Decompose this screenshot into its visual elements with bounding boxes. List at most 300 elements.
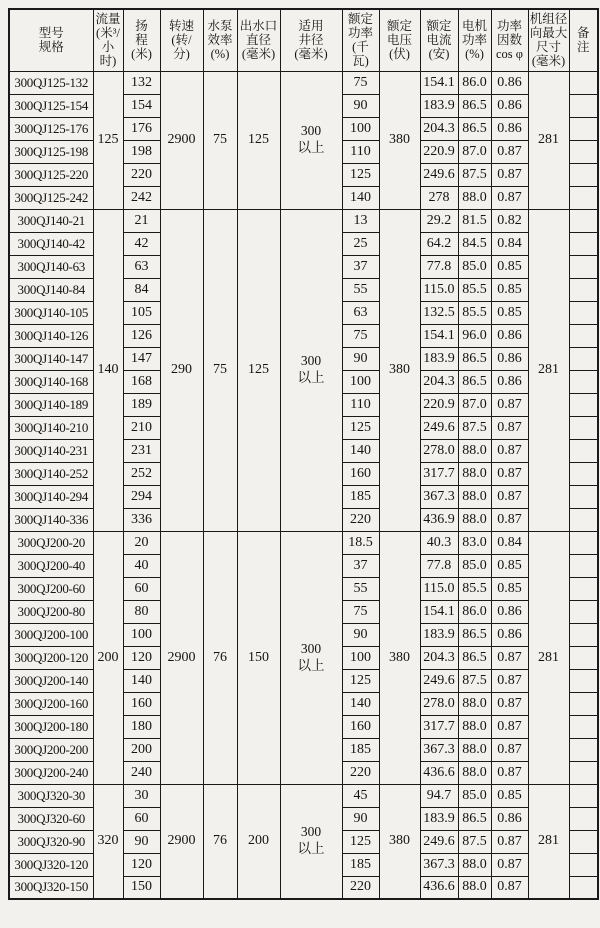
cell-rated-power: 63 bbox=[342, 301, 379, 324]
cell-model: 300QJ125-242 bbox=[9, 186, 93, 209]
cell-model: 300QJ140-105 bbox=[9, 301, 93, 324]
cell-rated-current: 204.3 bbox=[420, 370, 458, 393]
cell-rated-current: 436.6 bbox=[420, 761, 458, 784]
cell-flow: 200 bbox=[93, 531, 123, 784]
cell-rated-power: 18.5 bbox=[342, 531, 379, 554]
cell-rated-power: 90 bbox=[342, 807, 379, 830]
cell-model: 300QJ200-20 bbox=[9, 531, 93, 554]
cell-remark bbox=[569, 715, 598, 738]
col-header-max_dim: 机组径 向最大 尺寸 (毫米) bbox=[528, 9, 569, 71]
cell-remark bbox=[569, 623, 598, 646]
cell-model: 300QJ320-90 bbox=[9, 830, 93, 853]
cell-model: 300QJ140-126 bbox=[9, 324, 93, 347]
cell-power-factor: 0.87 bbox=[491, 761, 528, 784]
table-body bbox=[9, 71, 598, 899]
cell-power-factor: 0.87 bbox=[491, 439, 528, 462]
cell-remark bbox=[569, 370, 598, 393]
cell-rated-current: 183.9 bbox=[420, 807, 458, 830]
cell-model: 300QJ200-80 bbox=[9, 600, 93, 623]
col-header-remark: 备 注 bbox=[569, 9, 598, 71]
cell-remark bbox=[569, 324, 598, 347]
cell-power-factor: 0.87 bbox=[491, 462, 528, 485]
cell-motor-eff: 86.5 bbox=[458, 347, 491, 370]
cell-well-diameter: 300 以上 bbox=[280, 531, 342, 784]
cell-model: 300QJ125-176 bbox=[9, 117, 93, 140]
cell-power-factor: 0.86 bbox=[491, 117, 528, 140]
cell-head: 154 bbox=[123, 94, 160, 117]
cell-power-factor: 0.87 bbox=[491, 416, 528, 439]
cell-power-factor: 0.86 bbox=[491, 623, 528, 646]
cell-rated-current: 204.3 bbox=[420, 646, 458, 669]
cell-power-factor: 0.87 bbox=[491, 646, 528, 669]
cell-remark bbox=[569, 669, 598, 692]
cell-motor-eff: 84.5 bbox=[458, 232, 491, 255]
cell-rated-power: 25 bbox=[342, 232, 379, 255]
cell-rated-current: 154.1 bbox=[420, 600, 458, 623]
cell-rated-current: 132.5 bbox=[420, 301, 458, 324]
cell-motor-eff: 85.5 bbox=[458, 577, 491, 600]
cell-speed: 2900 bbox=[160, 784, 203, 899]
cell-motor-eff: 96.0 bbox=[458, 324, 491, 347]
cell-power-factor: 0.87 bbox=[491, 485, 528, 508]
cell-power-factor: 0.87 bbox=[491, 715, 528, 738]
cell-motor-eff: 88.0 bbox=[458, 853, 491, 876]
cell-head: 63 bbox=[123, 255, 160, 278]
cell-rated-current: 77.8 bbox=[420, 554, 458, 577]
cell-power-factor: 0.84 bbox=[491, 531, 528, 554]
cell-model: 300QJ140-147 bbox=[9, 347, 93, 370]
cell-flow: 140 bbox=[93, 209, 123, 531]
cell-head: 252 bbox=[123, 462, 160, 485]
cell-remark bbox=[569, 393, 598, 416]
cell-rated-current: 249.6 bbox=[420, 416, 458, 439]
cell-motor-eff: 88.0 bbox=[458, 738, 491, 761]
cell-motor-eff: 88.0 bbox=[458, 186, 491, 209]
cell-power-factor: 0.82 bbox=[491, 209, 528, 232]
cell-head: 189 bbox=[123, 393, 160, 416]
cell-outlet-diameter: 125 bbox=[237, 71, 280, 209]
cell-rated-current: 183.9 bbox=[420, 94, 458, 117]
cell-speed: 290 bbox=[160, 209, 203, 531]
cell-power-factor: 0.85 bbox=[491, 784, 528, 807]
cell-power-factor: 0.85 bbox=[491, 255, 528, 278]
cell-rated-power: 100 bbox=[342, 117, 379, 140]
cell-head: 126 bbox=[123, 324, 160, 347]
cell-power-factor: 0.85 bbox=[491, 278, 528, 301]
cell-pump-eff: 75 bbox=[203, 209, 237, 531]
cell-power-factor: 0.85 bbox=[491, 554, 528, 577]
cell-rated-current: 317.7 bbox=[420, 715, 458, 738]
cell-model: 300QJ140-63 bbox=[9, 255, 93, 278]
cell-remark bbox=[569, 439, 598, 462]
cell-power-factor: 0.87 bbox=[491, 669, 528, 692]
cell-remark bbox=[569, 531, 598, 554]
cell-power-factor: 0.85 bbox=[491, 301, 528, 324]
cell-rated-current: 220.9 bbox=[420, 393, 458, 416]
cell-rated-power: 55 bbox=[342, 577, 379, 600]
cell-motor-eff: 81.5 bbox=[458, 209, 491, 232]
cell-motor-eff: 85.0 bbox=[458, 255, 491, 278]
cell-max-radial-dim: 281 bbox=[528, 71, 569, 209]
cell-power-factor: 0.87 bbox=[491, 140, 528, 163]
cell-model: 300QJ200-240 bbox=[9, 761, 93, 784]
cell-rated-power: 185 bbox=[342, 485, 379, 508]
cell-power-factor: 0.85 bbox=[491, 577, 528, 600]
cell-rated-power: 125 bbox=[342, 416, 379, 439]
cell-remark bbox=[569, 485, 598, 508]
cell-power-factor: 0.87 bbox=[491, 186, 528, 209]
cell-motor-eff: 88.0 bbox=[458, 876, 491, 899]
cell-head: 140 bbox=[123, 669, 160, 692]
col-header-cos: 功率 因数 cos φ bbox=[491, 9, 528, 71]
cell-head: 30 bbox=[123, 784, 160, 807]
cell-motor-eff: 87.0 bbox=[458, 140, 491, 163]
cell-model: 300QJ200-100 bbox=[9, 623, 93, 646]
cell-motor-eff: 88.0 bbox=[458, 462, 491, 485]
cell-remark bbox=[569, 600, 598, 623]
cell-head: 60 bbox=[123, 577, 160, 600]
cell-remark bbox=[569, 416, 598, 439]
cell-motor-eff: 88.0 bbox=[458, 761, 491, 784]
cell-rated-power: 220 bbox=[342, 876, 379, 899]
cell-power-factor: 0.84 bbox=[491, 232, 528, 255]
col-header-motor_eff: 电机 功率 (%) bbox=[458, 9, 491, 71]
cell-rated-current: 77.8 bbox=[420, 255, 458, 278]
cell-rated-current: 249.6 bbox=[420, 830, 458, 853]
cell-head: 84 bbox=[123, 278, 160, 301]
cell-rated-power: 140 bbox=[342, 439, 379, 462]
cell-rated-current: 367.3 bbox=[420, 485, 458, 508]
cell-pump-eff: 76 bbox=[203, 784, 237, 899]
cell-model: 300QJ140-231 bbox=[9, 439, 93, 462]
cell-rated-power: 160 bbox=[342, 715, 379, 738]
cell-model: 300QJ320-30 bbox=[9, 784, 93, 807]
cell-head: 210 bbox=[123, 416, 160, 439]
cell-motor-eff: 87.0 bbox=[458, 393, 491, 416]
cell-motor-eff: 86.5 bbox=[458, 370, 491, 393]
cell-power-factor: 0.86 bbox=[491, 94, 528, 117]
cell-rated-current: 317.7 bbox=[420, 462, 458, 485]
cell-remark bbox=[569, 232, 598, 255]
cell-max-radial-dim: 281 bbox=[528, 784, 569, 899]
cell-model: 300QJ320-120 bbox=[9, 853, 93, 876]
cell-remark bbox=[569, 94, 598, 117]
cell-well-diameter: 300 以上 bbox=[280, 784, 342, 899]
pump-spec-table bbox=[8, 8, 599, 900]
cell-rated-current: 220.9 bbox=[420, 140, 458, 163]
cell-rated-power: 75 bbox=[342, 600, 379, 623]
cell-outlet-diameter: 150 bbox=[237, 531, 280, 784]
cell-rated-power: 100 bbox=[342, 646, 379, 669]
cell-power-factor: 0.86 bbox=[491, 71, 528, 94]
cell-remark bbox=[569, 462, 598, 485]
cell-remark bbox=[569, 186, 598, 209]
cell-head: 200 bbox=[123, 738, 160, 761]
cell-power-factor: 0.86 bbox=[491, 370, 528, 393]
cell-motor-eff: 86.5 bbox=[458, 807, 491, 830]
cell-rated-power: 140 bbox=[342, 692, 379, 715]
cell-head: 105 bbox=[123, 301, 160, 324]
cell-remark bbox=[569, 209, 598, 232]
cell-rated-voltage: 380 bbox=[379, 531, 420, 784]
cell-head: 132 bbox=[123, 71, 160, 94]
cell-rated-current: 367.3 bbox=[420, 738, 458, 761]
cell-rated-power: 125 bbox=[342, 669, 379, 692]
cell-rated-current: 278 bbox=[420, 186, 458, 209]
cell-head: 294 bbox=[123, 485, 160, 508]
cell-remark bbox=[569, 692, 598, 715]
cell-model: 300QJ140-168 bbox=[9, 370, 93, 393]
cell-rated-power: 13 bbox=[342, 209, 379, 232]
cell-remark bbox=[569, 807, 598, 830]
cell-head: 90 bbox=[123, 830, 160, 853]
col-header-head: 扬 程 (米) bbox=[123, 9, 160, 71]
cell-flow: 125 bbox=[93, 71, 123, 209]
cell-model: 300QJ320-150 bbox=[9, 876, 93, 899]
cell-head: 150 bbox=[123, 876, 160, 899]
cell-head: 231 bbox=[123, 439, 160, 462]
cell-motor-eff: 86.0 bbox=[458, 600, 491, 623]
cell-motor-eff: 88.0 bbox=[458, 485, 491, 508]
cell-remark bbox=[569, 71, 598, 94]
cell-rated-power: 90 bbox=[342, 347, 379, 370]
cell-head: 242 bbox=[123, 186, 160, 209]
cell-well-diameter: 300 以上 bbox=[280, 209, 342, 531]
cell-motor-eff: 86.5 bbox=[458, 623, 491, 646]
cell-rated-power: 125 bbox=[342, 163, 379, 186]
cell-model: 300QJ140-210 bbox=[9, 416, 93, 439]
cell-model: 300QJ140-294 bbox=[9, 485, 93, 508]
cell-rated-current: 115.0 bbox=[420, 278, 458, 301]
cell-rated-current: 183.9 bbox=[420, 623, 458, 646]
cell-remark bbox=[569, 301, 598, 324]
cell-power-factor: 0.87 bbox=[491, 692, 528, 715]
cell-remark bbox=[569, 830, 598, 853]
cell-rated-power: 90 bbox=[342, 94, 379, 117]
cell-remark bbox=[569, 853, 598, 876]
cell-head: 160 bbox=[123, 692, 160, 715]
cell-motor-eff: 86.5 bbox=[458, 117, 491, 140]
cell-head: 168 bbox=[123, 370, 160, 393]
cell-motor-eff: 85.0 bbox=[458, 554, 491, 577]
cell-power-factor: 0.87 bbox=[491, 830, 528, 853]
cell-rated-power: 37 bbox=[342, 554, 379, 577]
cell-rated-current: 278.0 bbox=[420, 439, 458, 462]
cell-model: 300QJ140-336 bbox=[9, 508, 93, 531]
cell-rated-power: 220 bbox=[342, 761, 379, 784]
cell-rated-power: 160 bbox=[342, 462, 379, 485]
cell-power-factor: 0.87 bbox=[491, 393, 528, 416]
cell-power-factor: 0.86 bbox=[491, 600, 528, 623]
cell-head: 180 bbox=[123, 715, 160, 738]
cell-outlet-diameter: 125 bbox=[237, 209, 280, 531]
cell-rated-power: 55 bbox=[342, 278, 379, 301]
cell-power-factor: 0.86 bbox=[491, 347, 528, 370]
cell-head: 198 bbox=[123, 140, 160, 163]
cell-rated-voltage: 380 bbox=[379, 209, 420, 531]
cell-rated-current: 154.1 bbox=[420, 324, 458, 347]
cell-well-diameter: 300 以上 bbox=[280, 71, 342, 209]
cell-motor-eff: 87.5 bbox=[458, 830, 491, 853]
cell-motor-eff: 86.0 bbox=[458, 71, 491, 94]
cell-remark bbox=[569, 876, 598, 899]
cell-model: 300QJ200-120 bbox=[9, 646, 93, 669]
cell-model: 300QJ140-189 bbox=[9, 393, 93, 416]
cell-head: 336 bbox=[123, 508, 160, 531]
cell-power-factor: 0.86 bbox=[491, 324, 528, 347]
cell-head: 60 bbox=[123, 807, 160, 830]
cell-rated-power: 75 bbox=[342, 71, 379, 94]
cell-motor-eff: 83.0 bbox=[458, 531, 491, 554]
cell-remark bbox=[569, 508, 598, 531]
cell-head: 100 bbox=[123, 623, 160, 646]
cell-rated-power: 75 bbox=[342, 324, 379, 347]
cell-rated-power: 185 bbox=[342, 853, 379, 876]
cell-rated-power: 100 bbox=[342, 370, 379, 393]
cell-remark bbox=[569, 577, 598, 600]
cell-rated-power: 140 bbox=[342, 186, 379, 209]
cell-rated-current: 40.3 bbox=[420, 531, 458, 554]
cell-rated-power: 45 bbox=[342, 784, 379, 807]
cell-motor-eff: 88.0 bbox=[458, 692, 491, 715]
table-header-row bbox=[9, 9, 598, 71]
cell-head: 40 bbox=[123, 554, 160, 577]
col-header-pump_eff: 水泵 效率 (%) bbox=[203, 9, 237, 71]
table-row bbox=[9, 784, 598, 807]
cell-speed: 2900 bbox=[160, 531, 203, 784]
cell-power-factor: 0.87 bbox=[491, 163, 528, 186]
cell-rated-current: 94.7 bbox=[420, 784, 458, 807]
cell-remark bbox=[569, 646, 598, 669]
col-header-voltage: 额定 电压 (伏) bbox=[379, 9, 420, 71]
cell-rated-current: 204.3 bbox=[420, 117, 458, 140]
cell-head: 176 bbox=[123, 117, 160, 140]
cell-speed: 2900 bbox=[160, 71, 203, 209]
cell-rated-power: 185 bbox=[342, 738, 379, 761]
cell-motor-eff: 87.5 bbox=[458, 416, 491, 439]
cell-rated-current: 436.9 bbox=[420, 508, 458, 531]
cell-power-factor: 0.87 bbox=[491, 508, 528, 531]
cell-model: 300QJ200-180 bbox=[9, 715, 93, 738]
cell-remark bbox=[569, 761, 598, 784]
cell-head: 120 bbox=[123, 853, 160, 876]
cell-model: 300QJ200-40 bbox=[9, 554, 93, 577]
cell-rated-current: 154.1 bbox=[420, 71, 458, 94]
cell-model: 300QJ125-132 bbox=[9, 71, 93, 94]
col-header-well: 适用 井径 (毫米) bbox=[280, 9, 342, 71]
cell-remark bbox=[569, 347, 598, 370]
cell-head: 240 bbox=[123, 761, 160, 784]
cell-motor-eff: 86.5 bbox=[458, 646, 491, 669]
cell-power-factor: 0.86 bbox=[491, 807, 528, 830]
cell-rated-power: 37 bbox=[342, 255, 379, 278]
cell-rated-current: 436.6 bbox=[420, 876, 458, 899]
cell-outlet-diameter: 200 bbox=[237, 784, 280, 899]
cell-rated-voltage: 380 bbox=[379, 784, 420, 899]
cell-rated-power: 125 bbox=[342, 830, 379, 853]
table-row bbox=[9, 209, 598, 232]
cell-remark bbox=[569, 163, 598, 186]
cell-model: 300QJ140-42 bbox=[9, 232, 93, 255]
cell-motor-eff: 85.0 bbox=[458, 784, 491, 807]
col-header-outlet: 出水口 直径 (毫米) bbox=[237, 9, 280, 71]
cell-model: 300QJ125-198 bbox=[9, 140, 93, 163]
cell-remark bbox=[569, 117, 598, 140]
cell-power-factor: 0.87 bbox=[491, 738, 528, 761]
cell-head: 21 bbox=[123, 209, 160, 232]
col-header-power: 额定 功率 (千 瓦) bbox=[342, 9, 379, 71]
cell-rated-power: 90 bbox=[342, 623, 379, 646]
cell-rated-voltage: 380 bbox=[379, 71, 420, 209]
cell-rated-current: 367.3 bbox=[420, 853, 458, 876]
cell-model: 300QJ125-154 bbox=[9, 94, 93, 117]
cell-flow: 320 bbox=[93, 784, 123, 899]
cell-remark bbox=[569, 784, 598, 807]
cell-rated-power: 110 bbox=[342, 140, 379, 163]
table-row bbox=[9, 531, 598, 554]
cell-remark bbox=[569, 255, 598, 278]
cell-remark bbox=[569, 738, 598, 761]
cell-rated-current: 278.0 bbox=[420, 692, 458, 715]
cell-model: 300QJ140-21 bbox=[9, 209, 93, 232]
cell-head: 42 bbox=[123, 232, 160, 255]
cell-model: 300QJ320-60 bbox=[9, 807, 93, 830]
cell-head: 20 bbox=[123, 531, 160, 554]
cell-head: 120 bbox=[123, 646, 160, 669]
cell-power-factor: 0.87 bbox=[491, 876, 528, 899]
cell-head: 220 bbox=[123, 163, 160, 186]
cell-max-radial-dim: 281 bbox=[528, 531, 569, 784]
cell-model: 300QJ140-252 bbox=[9, 462, 93, 485]
cell-rated-current: 115.0 bbox=[420, 577, 458, 600]
cell-pump-eff: 76 bbox=[203, 531, 237, 784]
cell-motor-eff: 85.5 bbox=[458, 278, 491, 301]
col-header-speed: 转速 (转/ 分) bbox=[160, 9, 203, 71]
cell-motor-eff: 88.0 bbox=[458, 508, 491, 531]
cell-motor-eff: 88.0 bbox=[458, 715, 491, 738]
cell-model: 300QJ200-200 bbox=[9, 738, 93, 761]
col-header-flow: 流量 (米³/ 小时) bbox=[93, 9, 123, 71]
cell-rated-current: 29.2 bbox=[420, 209, 458, 232]
cell-motor-eff: 87.5 bbox=[458, 669, 491, 692]
cell-remark bbox=[569, 554, 598, 577]
pump-spec-document bbox=[8, 8, 597, 900]
cell-head: 147 bbox=[123, 347, 160, 370]
cell-power-factor: 0.87 bbox=[491, 853, 528, 876]
cell-remark bbox=[569, 140, 598, 163]
cell-rated-current: 249.6 bbox=[420, 669, 458, 692]
cell-model: 300QJ200-160 bbox=[9, 692, 93, 715]
cell-pump-eff: 75 bbox=[203, 71, 237, 209]
cell-model: 300QJ140-84 bbox=[9, 278, 93, 301]
cell-model: 300QJ200-60 bbox=[9, 577, 93, 600]
cell-rated-power: 110 bbox=[342, 393, 379, 416]
cell-motor-eff: 88.0 bbox=[458, 439, 491, 462]
cell-rated-current: 249.6 bbox=[420, 163, 458, 186]
cell-motor-eff: 85.5 bbox=[458, 301, 491, 324]
cell-rated-power: 220 bbox=[342, 508, 379, 531]
col-header-current: 额定 电流 (安) bbox=[420, 9, 458, 71]
cell-rated-current: 183.9 bbox=[420, 347, 458, 370]
cell-model: 300QJ200-140 bbox=[9, 669, 93, 692]
table-row bbox=[9, 71, 598, 94]
cell-remark bbox=[569, 278, 598, 301]
cell-max-radial-dim: 281 bbox=[528, 209, 569, 531]
cell-motor-eff: 86.5 bbox=[458, 94, 491, 117]
cell-rated-current: 64.2 bbox=[420, 232, 458, 255]
cell-model: 300QJ125-220 bbox=[9, 163, 93, 186]
cell-head: 80 bbox=[123, 600, 160, 623]
